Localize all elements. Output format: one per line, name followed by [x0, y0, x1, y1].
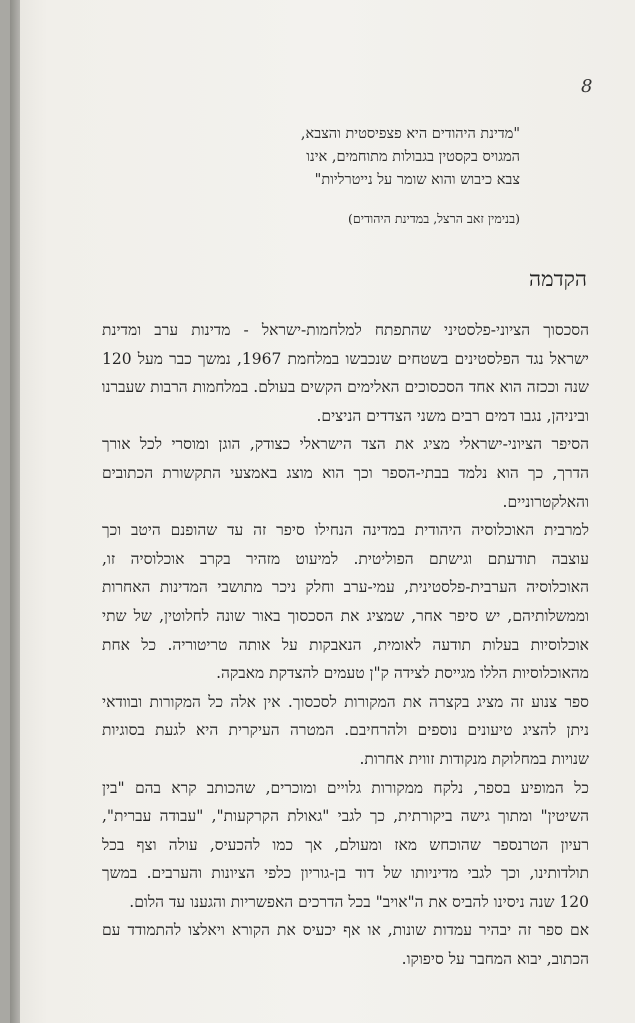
epigraph-source: (בנימין זאב הרצל, במדינת היהודים)	[348, 211, 520, 226]
text-line: ניתן להציג טיעונים נוספים ולהרחיבם. המטרה העיקרית היא לגעת בסוגיות	[102, 721, 589, 740]
text-line: הסכסוך הציוני-פלסטיני שהתפתח למלחמות-ישראל - מדינות ערב ומדינת	[102, 321, 589, 339]
text-line: למרבית האוכלוסיה היהודית במדינה הנחילו סיפר זה עד שהופנם היטב וכך	[102, 521, 589, 540]
text-line: וממשלותיהם, יש סיפר אחר, שמציג את הסכסוך באור שונה לחלוטין, של שתי	[102, 606, 589, 625]
text-line: וביניהן, נגבו דמים רבים משני הצדדים הניצים.	[316, 406, 589, 425]
epigraph-line: "מדינת היהודים היא פצפיסטית והצבא,	[300, 126, 520, 142]
body-text	[102, 316, 589, 974]
text-line: שנה וככזה הוא אחד הסכסוכים האלימים הקשים בעולם. במלחמות הרבות שעברנו	[102, 378, 589, 397]
text-line: 120 שנה ניסינו להביס את ה"אויב" בכל הדרכים האפשריות והגענו עד הלום.	[129, 892, 589, 911]
paragraph	[102, 774, 589, 917]
paragraph	[102, 916, 589, 973]
book-page	[10, 0, 635, 1023]
page-number: 8	[581, 76, 593, 97]
text-line: תולדותינו, וכך לגבי מדיניותו של דוד בן-גוריון כלפי הציונות והערבים. במשך	[102, 864, 589, 883]
epigraph-line: המגויס בקסטין בגבולות מתוחמים, אינו	[306, 149, 520, 165]
text-line: רעיון הטרנספר שהוכחש מאז ומעולם, אך כמו להכעיס, עולה וצף בכל	[102, 835, 589, 854]
epigraph	[100, 123, 520, 230]
text-line: אם ספר זה יבהיר עמדות שונות, או אף יכעיס את הקורא ויאלצו להתמודד עם	[102, 921, 589, 940]
text-line: אוכלוסיות בעלות תודעה לאומית, הנאבקות על אותה טריטוריה. כל אחת	[102, 635, 589, 654]
page-binding-shadow	[10, 0, 20, 1023]
text-line: הסיפר הציוני-ישראלי מציג את הצד הישראלי כצודק, הוגן ומוסרי לכל אורך	[102, 435, 589, 454]
text-line: מהאוכלוסיות הללו מגייסת לצידה ק"ן טעמים להצדקת מאבקה.	[216, 664, 589, 683]
epigraph-line: צבא כיבוש והוא שומר על נייטרליות"	[314, 172, 520, 188]
text-line: האוכלוסיה הערבית-פלסטינית, עמי-ערב וחלק ניכר מתושבי המדינות האחרות	[102, 578, 589, 597]
paragraph	[102, 688, 589, 774]
text-line: והאלקטרוניים.	[502, 492, 589, 511]
text-line: עוצבה תודעתם וגישתם הפוליטית. למיעוט מזהיר בקרב אוכלוסיה זו,	[102, 549, 589, 568]
text-line: השיטין" ומתוך גישה ביקורתית, כך לגבי "גאולת הקרקעות", "עבודה עברית",	[102, 807, 589, 826]
section-heading: הקדמה	[529, 267, 587, 291]
paragraph	[102, 316, 589, 430]
text-line: הדרך, כך הוא נלמד בבתי-הספר וכך הוא מוצג באמצעי התקשורת הכתובים	[102, 463, 589, 482]
text-line: כל המופיע בספר, נלקח ממקורות גלויים ומוכרים, שהכותב קרא בהם "בין	[102, 778, 589, 797]
text-line: ספר צנוע זה מציג בקצרה את המקורות לסכסוך. אין אלה כל המקורות ובוודאי	[102, 692, 589, 711]
text-line: שנויות במחלוקת מנקודות זווית אחרות.	[359, 749, 589, 768]
text-line: הכתוב, יבוא המחבר על סיפוקו.	[401, 950, 589, 969]
text-line: ישראל נגד הפלסטינים בשטחים שנכבשו במלחמת 1967, נמשך כבר מעל 120	[102, 349, 589, 368]
paragraph	[102, 430, 589, 516]
paragraph	[102, 516, 589, 688]
